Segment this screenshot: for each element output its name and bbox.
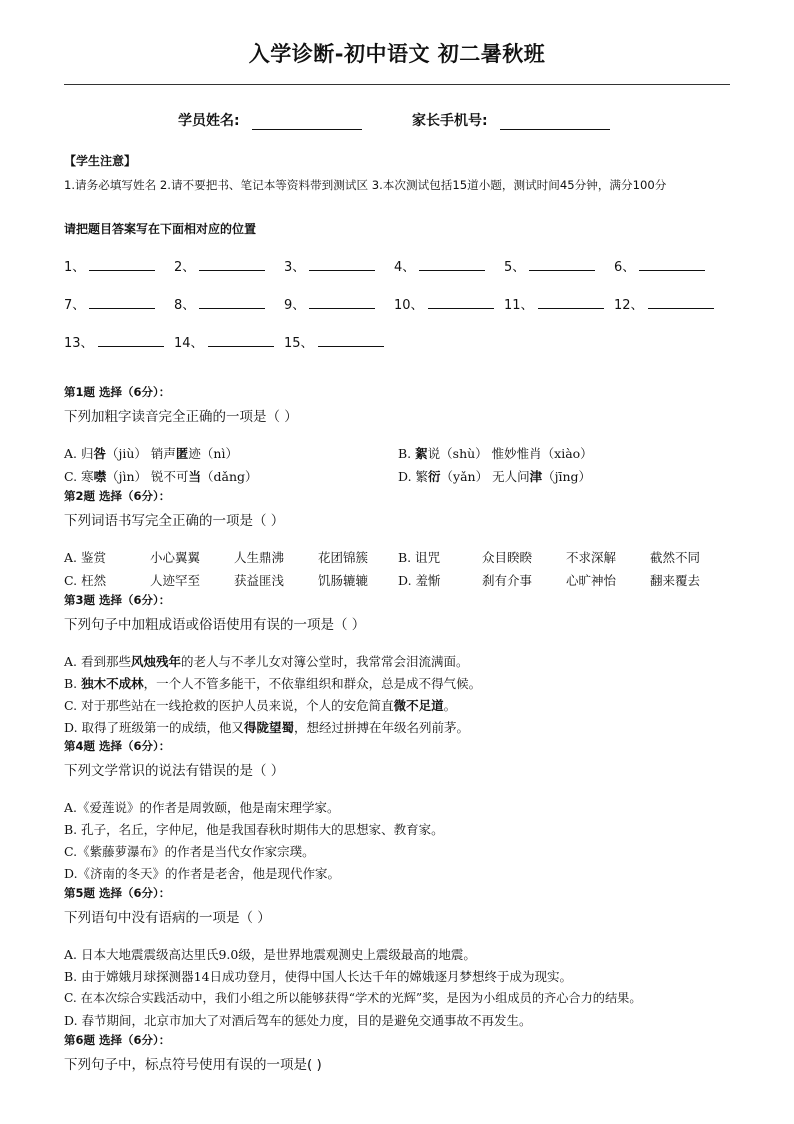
answer-slot-13[interactable] xyxy=(64,332,164,351)
question-3-heading: 第3题 选择（6分）： xyxy=(64,593,171,607)
answer-label: 14、 xyxy=(174,336,204,351)
student-name-blank[interactable] xyxy=(252,113,362,130)
answer-slot-1[interactable] xyxy=(64,256,155,275)
parent-phone-label: 家长手机号: xyxy=(412,113,488,129)
question-1-heading: 第1题 选择（6分）： xyxy=(64,385,171,399)
question-2-stem: 下列词语书写完全正确的一项是（ ） xyxy=(64,513,285,529)
question-5-option-c[interactable]: C. 在本次综合实践活动中，我们小组之所以能够获得“学术的光辉”奖，是因为小组成员的齐心合力的结果。 xyxy=(64,991,642,1005)
answer-label: 11、 xyxy=(504,298,534,313)
answer-label: 6、 xyxy=(614,260,636,275)
parent-phone-field xyxy=(412,110,610,130)
question-3-option-d[interactable]: D. 取得了班级第一的成绩，他又得陇望蜀，想经过拼搏在年级名列前茅。 xyxy=(64,720,470,735)
question-6-stem: 下列句子中，标点符号使用有误的一项是( ) xyxy=(64,1057,322,1073)
answer-slot-2[interactable] xyxy=(174,256,265,275)
answer-slot-3[interactable] xyxy=(284,256,375,275)
notice-heading: 【学生注意】 xyxy=(64,154,137,168)
answer-slot-6[interactable] xyxy=(614,256,705,275)
answer-label: 5、 xyxy=(504,260,526,275)
answer-slot-4[interactable] xyxy=(394,256,485,275)
question-4-stem: 下列文学常识的说法有错误的是（ ） xyxy=(64,763,285,779)
page-title: 入学诊断-初中语文 初二暑秋班 xyxy=(248,42,546,66)
answer-label: 3、 xyxy=(284,260,306,275)
answer-slot-5[interactable] xyxy=(504,256,595,275)
question-3-option-a[interactable]: A. 看到那些风烛残年的老人与不孝儿女对簿公堂时，我常常会泪流满面。 xyxy=(64,654,469,669)
question-1-option-c[interactable]: C. 寒噤（jìn） 锐不可当（dǎng） xyxy=(64,469,258,484)
question-2-heading: 第2题 选择（6分）： xyxy=(64,489,171,503)
answer-label: 13、 xyxy=(64,336,94,351)
question-2-options-row-1[interactable]: A. 鉴赏 小心翼翼 人生鼎沸 花团锦簇 B. 诅咒 众目睽睽 不求深解 截然不同 xyxy=(64,550,701,565)
question-4-option-d[interactable]: D.《济南的冬天》的作者是老舍，他是现代作家。 xyxy=(64,866,341,881)
answer-label: 4、 xyxy=(394,260,416,275)
question-3-option-c[interactable]: C. 对于那些站在一线抢救的医护人员来说，个人的安危简直微不足道。 xyxy=(64,698,457,713)
student-name-label: 学员姓名: xyxy=(178,113,240,129)
answer-slot-8[interactable] xyxy=(174,294,265,313)
student-name-field xyxy=(178,110,362,130)
question-5-heading: 第5题 选择（6分）： xyxy=(64,886,171,900)
question-1-option-a[interactable]: A. 归咎（jiù） 销声匿迹（nì） xyxy=(64,446,238,461)
answer-slot-15[interactable] xyxy=(284,332,384,351)
answer-label: 8、 xyxy=(174,298,196,313)
question-3-stem: 下列句子中加粗成语或俗语使用有误的一项是（ ） xyxy=(64,617,366,633)
question-1-option-b[interactable]: B. 絮说（shù） 惟妙惟肖（xiào） xyxy=(398,446,593,461)
question-4-option-a[interactable]: A.《爱莲说》的作者是周敦颐，他是南宋理学家。 xyxy=(64,800,340,815)
answer-instruction: 请把题目答案写在下面相对应的位置 xyxy=(64,222,257,236)
parent-phone-blank[interactable] xyxy=(500,113,610,130)
answer-slot-11[interactable] xyxy=(504,294,604,313)
notice-text: 1.请务必填写姓名 2.请不要把书、笔记本等资料带到测试区 3.本次测试包括15道小题，测试时间45分钟，满分100分 xyxy=(64,178,667,192)
question-6-heading: 第6题 选择（6分）： xyxy=(64,1033,171,1047)
answer-label: 9、 xyxy=(284,298,306,313)
question-5-option-a[interactable]: A. 日本大地震震级高达里氏9.0级，是世界地震观测史上震级最高的地震。 xyxy=(64,947,476,962)
answer-slot-10[interactable] xyxy=(394,294,494,313)
question-4-option-b[interactable]: B. 孔子，名丘，字仲尼，他是我国春秋时期伟大的思想家、教育家。 xyxy=(64,822,444,837)
question-3-option-b[interactable]: B. 独木不成林，一个人不管多能干，不依靠组织和群众，总是成不得气候。 xyxy=(64,676,482,691)
question-1-option-d[interactable]: D. 繁衍（yǎn） 无人问津（jīng） xyxy=(398,469,592,484)
answer-label: 10、 xyxy=(394,298,424,313)
question-5-option-b[interactable]: B. 由于嫦娥月球探测器14日成功登月，使得中国人长达千年的嫦娥逐月梦想终于成为现实。 xyxy=(64,969,573,984)
question-5-stem: 下列语句中没有语病的一项是（ ） xyxy=(64,910,271,926)
answer-label: 15、 xyxy=(284,336,314,351)
title-divider xyxy=(64,84,730,85)
question-2-options-row-2[interactable]: C. 枉然 人迹罕至 获益匪浅 饥肠辘辘 D. 羞惭 刹有介事 心旷神怡 翻来覆去 xyxy=(64,573,701,588)
question-5-option-d[interactable]: D. 春节期间，北京市加大了对酒后驾车的惩处力度，目的是避免交通事故不再发生。 xyxy=(64,1013,532,1028)
answer-slot-7[interactable] xyxy=(64,294,155,313)
answer-label: 7、 xyxy=(64,298,86,313)
question-4-option-c[interactable]: C.《紫藤萝瀑布》的作者是当代女作家宗璞。 xyxy=(64,844,315,859)
answer-label: 12、 xyxy=(614,298,644,313)
question-1-stem: 下列加粗字读音完全正确的一项是（ ） xyxy=(64,409,298,425)
answer-slot-14[interactable] xyxy=(174,332,274,351)
answer-slot-12[interactable] xyxy=(614,294,714,313)
answer-label: 2、 xyxy=(174,260,196,275)
question-4-heading: 第4题 选择（6分）： xyxy=(64,739,171,753)
answer-slot-9[interactable] xyxy=(284,294,375,313)
answer-label: 1、 xyxy=(64,260,86,275)
